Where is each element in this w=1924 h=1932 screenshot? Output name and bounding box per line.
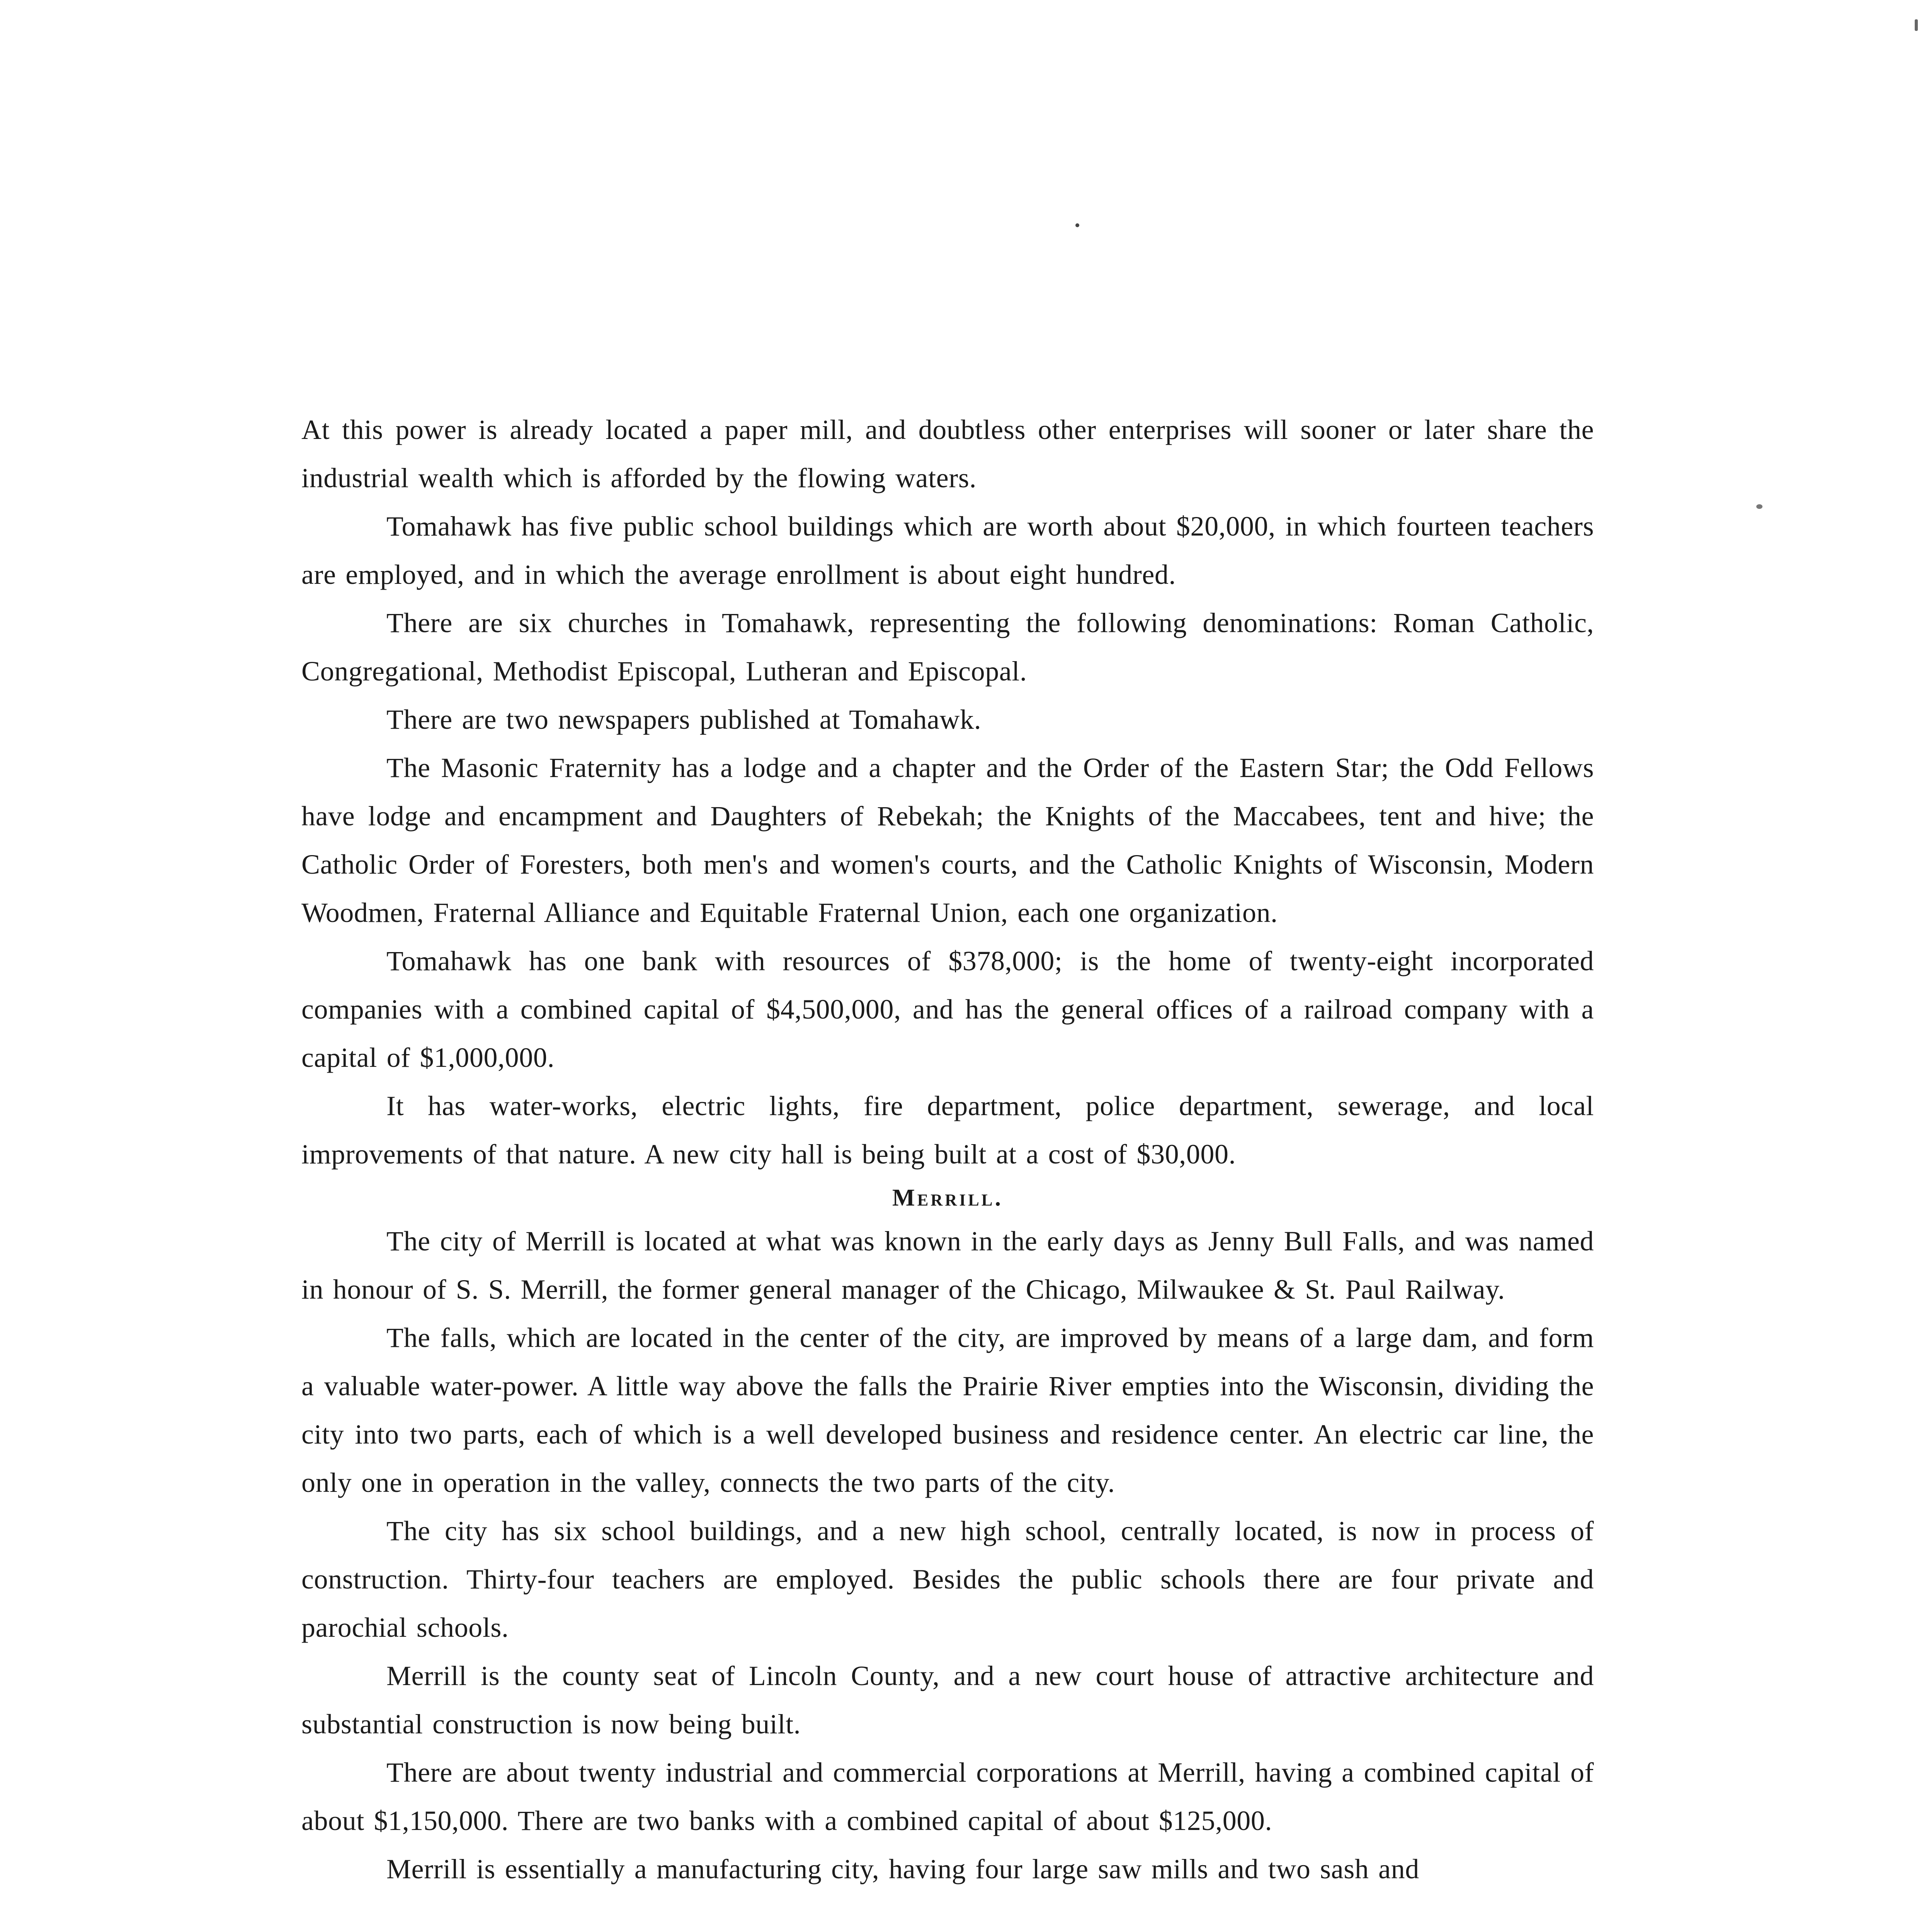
body-text bbox=[301, 406, 1594, 1893]
paragraph-tomahawk-schools: Tomahawk has five public school buildings which are worth about $20,000, in which fourteen teachers are employed, and in which the average enrollment is about eight hundred. bbox=[301, 511, 1594, 590]
paragraph-tomahawk-utilities: It has water-works, electric lights, fire department, police department, sewerage, and local improvements of that nature. A new city hall is being built at a cost of $30,000. bbox=[301, 1090, 1594, 1170]
paragraph-tomahawk-newspapers: There are two newspapers published at Tomahawk. bbox=[386, 704, 982, 735]
paragraph-merrill-schools: The city has six school buildings, and a new high school, centrally located, is now in process of construction. Thirty-four teachers are employed. Besides the public schools there are four private and parochial schools. bbox=[301, 1515, 1594, 1643]
paragraph-merrill-falls: The falls, which are located in the center of the city, are improved by means of a large dam, and form a valuable water-power. A little way above the falls the Prairie River empties into the Wisconsin, dividing the city into two parts, each of which is a well developed business and residence center. An electric car line, the only one in operation in the valley, connects the two parts of the city. bbox=[301, 1322, 1594, 1498]
paragraph-merrill-corporations: There are about twenty industrial and commercial corporations at Merrill, having a combined capital of about $1,150,000. There are two banks with a combined capital of about $125,000. bbox=[301, 1757, 1594, 1836]
paragraph-tomahawk-churches: There are six churches in Tomahawk, representing the following denominations: Roman Catholic, Congregational, Methodist Episcopal, Lutheran and Episcopal. bbox=[301, 607, 1594, 687]
section-heading-merrill: Merrill. bbox=[892, 1185, 1003, 1211]
paragraph-tomahawk-bank: Tomahawk has one bank with resources of $378,000; is the home of twenty-eight incorporated companies with a combined capital of $4,500,000, and has the general offices of a railroad company with a capital of $1,000,000. bbox=[301, 946, 1594, 1073]
ink-speck bbox=[1075, 223, 1079, 227]
paragraph-merrill-location: The city of Merrill is located at what was known in the early days as Jenny Bull Falls, and was named in honour of S. S. Merrill, the former general manager of the Chicago, Milwaukee & St. Paul Railway. bbox=[301, 1226, 1594, 1305]
paragraph-merrill-manufacturing: Merrill is essentially a manufacturing city, having four large saw mills and two sash and bbox=[386, 1854, 1419, 1884]
paragraph-merrill-county-seat: Merrill is the county seat of Lincoln County, and a new court house of attractive architecture and substantial construction is now being built. bbox=[301, 1660, 1594, 1740]
ink-speck bbox=[1915, 19, 1918, 31]
paragraph-tomahawk-fraternities: The Masonic Fraternity has a lodge and a chapter and the Order of the Eastern Star; the Odd Fellows have lodge and encampment and Daughters of Rebekah; the Knights of the Maccabees, tent and hive; the Catholic Order of Foresters, both men's and women's courts, and the Catholic Knights of Wisconsin, Modern Woodmen, Fraternal Alliance and Equitable Fraternal Union, each one organization. bbox=[301, 752, 1594, 928]
paragraph-paper-mill: At this power is already located a paper mill, and doubtless other enterprises will sooner or later share the industrial wealth which is afforded by the flowing waters. bbox=[301, 414, 1594, 493]
ink-speck bbox=[1756, 504, 1762, 509]
